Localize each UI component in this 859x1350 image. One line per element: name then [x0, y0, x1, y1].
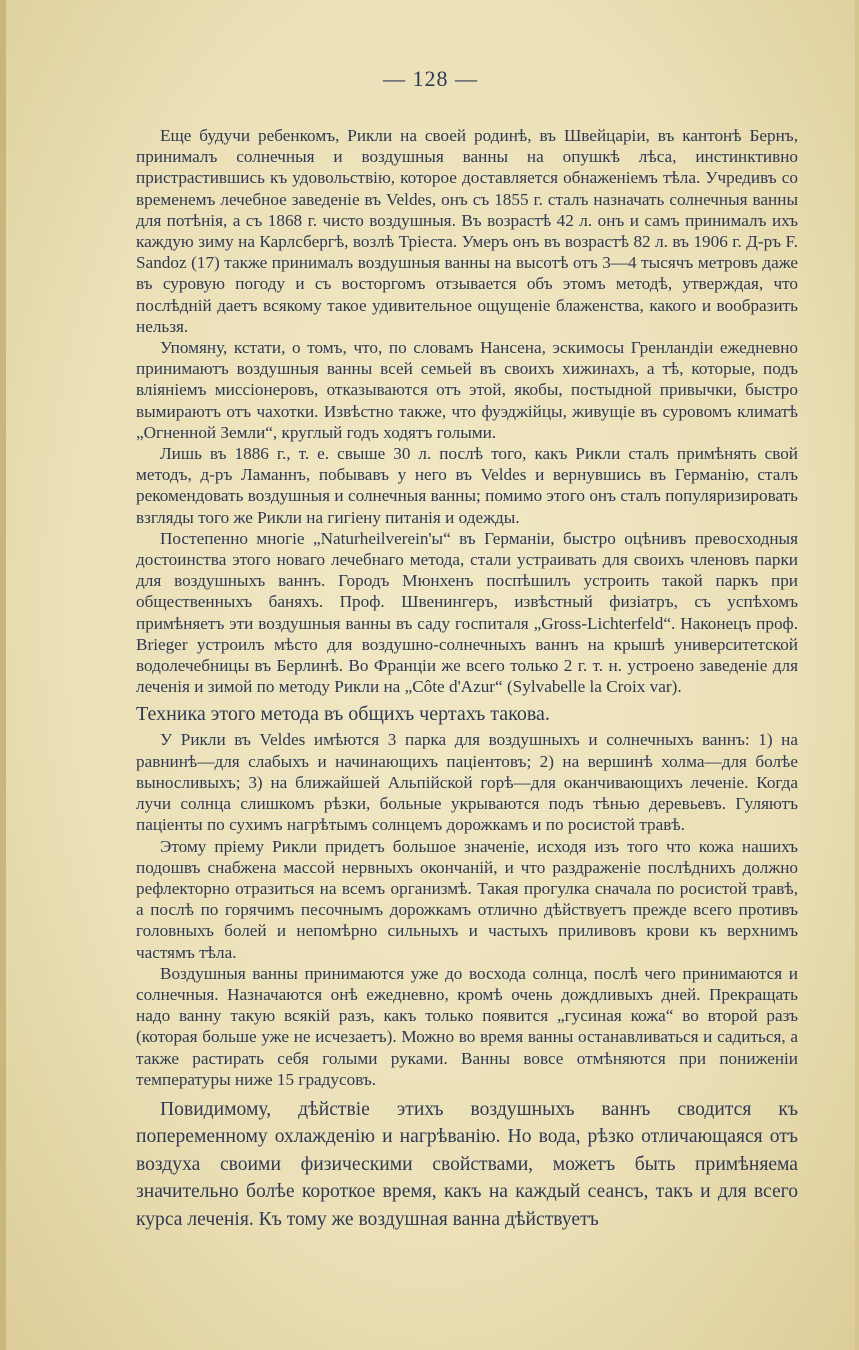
body-text [136, 125, 798, 1233]
paragraph-walking-method: Этому пріему Рикли придетъ большое значеніе, исходя изъ того что кожа нашихъ подошвъ снабжена массой нервныхъ окончаній, и что раздраженіе послѣднихъ должно рефлекторно отразиться на всемъ организмѣ. Такая прогулка сначала по росистой травѣ, а послѣ по горячимъ песочнымъ дорожкамъ отлично дѣйствуетъ прежде всего противъ головныхъ болей и непомѣрно сильныхъ и частыхъ приливовъ крови къ верхнимъ частямъ тѣла. [136, 836, 798, 962]
page-number: — 128 — [383, 66, 478, 91]
paragraph-naturheilverein: Постепенно многіе „Naturheilverein'ы“ въ Германіи, быстро оцѣнивъ превосходныя достоинства этого новаго лечебнаго метода, стали устраивать для своихъ членовъ парки для воздушныхъ ваннъ. Городъ Мюнхенъ поспѣшилъ устроить такой паркъ при общественныхъ баняхъ. Проф. Швенингеръ, извѣстный физіатръ, съ успѣхомъ примѣняетъ эти воздушныя ванны въ саду госпиталя „Gross-Lichterfeld“. Наконецъ проф. Brieger устроилъ мѣсто для воздушно-солнечныхъ ваннъ на крышѣ университетской водолечебницы въ Берлинѣ. Во Франціи же всего только 2 г. т. н. устроено заведеніе для леченія и зимой по методу Рикли на „Côte d'Azur“ (Sylvabelle la Croix var). [136, 528, 798, 697]
paragraph-veldes-parks: У Рикли въ Veldes имѣются 3 парка для воздушныхъ и солнечныхъ ваннъ: 1) на равнинѣ—для слабыхъ и начинающихъ паціентовъ; 2) на вершинѣ холма—для болѣе выносливыхъ; 3) на ближайшей Альпійской горѣ—для оканчивающихъ леченіе. Когда лучи солнца слишкомъ рѣзки, больные укрываются подъ тѣнью деревьевъ. Гуляютъ паціенты по сухимъ нагрѣтымъ солнцемъ дорожкамъ и по росистой травѣ. [136, 730, 798, 835]
paragraph-lamann: Лишь въ 1886 г., т. е. свыше 30 л. послѣ того, какъ Рикли сталъ примѣнять свой методъ, д-ръ Ламаннъ, побывавъ у него въ Veldes и вернувшись въ Германію, сталъ рекомендовать воздушныя и солнечныя ванны; помимо этого онъ сталъ популяризировать взгляды того же Рикли на гигіену питанія и одежды. [136, 444, 798, 527]
paragraph-nansen-eskimos: Упомяну, кстати, о томъ, что, по словамъ Нансена, эскимосы Гренландіи ежедневно принимаютъ воздушныя ванны всей семьей въ своихъ хижинахъ, а тѣ, которые, подъ вліяніемъ миссіонеровъ, отказываются отъ этой, якобы, постыдной привычки, быстро вымираютъ отъ чахотки. Извѣстно также, что фуэджійцы, живущіе въ суровомъ климатѣ „Огненной Земли“, круглый годъ ходятъ голыми. [136, 338, 798, 442]
paragraph-bath-schedule: Воздушныя ванны принимаются уже до восхода солнца, послѣ чего принимаются и солнечныя. Назначаются онѣ ежедневно, кромѣ очень дождливыхъ дней. Прекращать надо ванну такую всякій разъ, какъ только появится „гусиная кожа“ во второй разъ (которая больше уже не исчезаетъ). Можно во время ванны останавливаться и садиться, а также растирать себя голыми руками. Ванны вовсе отмѣняются при пониженіи температуры ниже 15 градусовъ. [136, 963, 798, 1089]
paragraph-conclusion: Повидимому, дѣйствіе этихъ воздушныхъ ваннъ сводится къ попеременному охлажденію и нагрѣванію. Но вода, рѣзко отличающаяся отъ воздуха своими физическими свойствами, можетъ быть примѣняема значительно болѣе короткое время, какъ на каждый сеансъ, такъ и для всего курса леченія. Къ тому же воздушная ванна дѣйствуетъ [136, 1098, 798, 1230]
section-heading: Техника этого метода въ общихъ чертахъ такова. [136, 703, 550, 726]
paragraph-rikli-childhood: Еще будучи ребенкомъ, Рикли на своей родинѣ, въ Швейцаріи, въ кантонѣ Бернъ, принималъ солнечныя и воздушныя ванны на опушкѣ лѣса, инстинктивно пристрастившись къ удовольствію, которое доставляется обнаженіемъ тѣла. Учредивъ со временемъ лечебное заведеніе въ Veldes, онъ съ 1855 г. сталъ назначать солнечныя ванны для потѣнія, а съ 1868 г. чисто воздушныя. Въ возрастѣ 42 л. онъ и самъ принималъ ихъ каждую зиму на Карлсбергѣ, возлѣ Тріеста. Умеръ онъ въ возрастѣ 82 л. въ 1906 г. Д-ръ F. Sandoz (17) также принималъ воздушныя ванны на высотѣ отъ 3—4 тысячъ метровъ даже въ суровую погоду и съ восторгомъ отзывается объ этомъ методѣ, утверждая, что послѣдній даетъ всякому такое удивительное ощущеніе блаженства, какого и вообразить нельзя. [136, 126, 798, 336]
